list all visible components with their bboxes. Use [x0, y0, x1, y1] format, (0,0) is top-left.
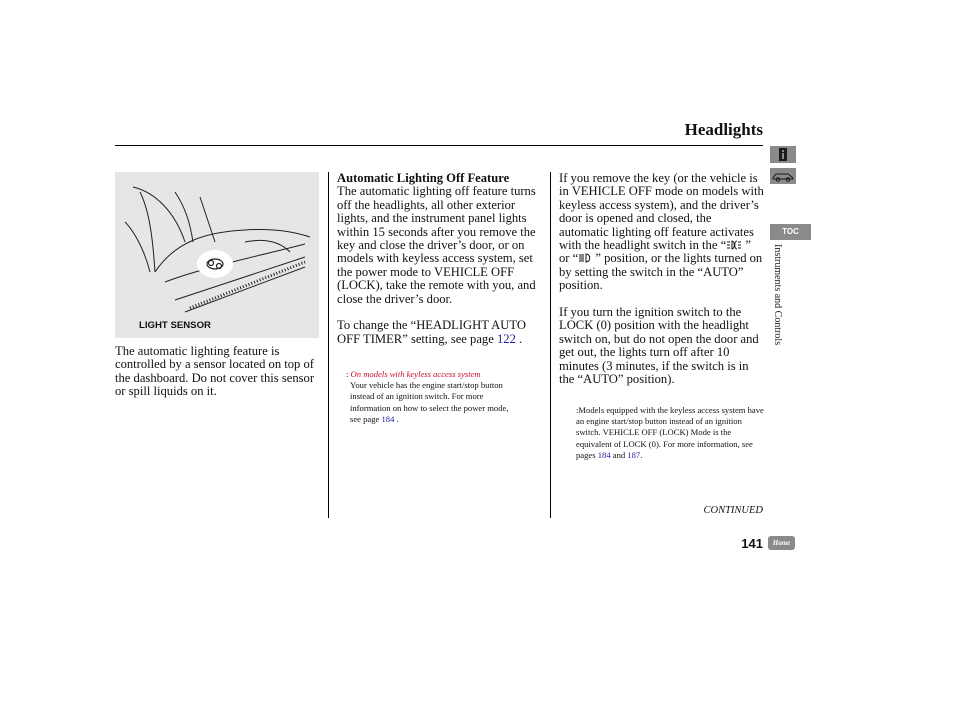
- page-link-184b[interactable]: 184: [597, 449, 611, 460]
- left-column: [115, 345, 319, 412]
- column-divider-left: [328, 172, 329, 518]
- car-icon: [770, 168, 796, 184]
- section-label: Instruments and Controls: [772, 244, 783, 346]
- header-rule: [115, 145, 763, 146]
- middle-note-text: Your vehicle has the engine start/stop button instead of an ignition switch. For more information on how to select the power mode, see page: [350, 380, 509, 424]
- page-link-122[interactable]: 122: [496, 331, 516, 346]
- section-heading: Automatic Lighting Off Feature: [337, 171, 510, 185]
- middle-note-marker: :: [346, 369, 351, 379]
- parking-light-icon: [726, 240, 742, 250]
- light-sensor-figure: [115, 172, 319, 338]
- ignition-paragraph: If you turn the ignition switch to the LOCK (0) position with the headlight switch on, but do not open the door and get out, the lights turn off after 10 minutes (3 minutes, if the switch is in the “AUTO” position).: [559, 305, 759, 387]
- page-number: 141: [741, 536, 763, 551]
- auto-off-paragraph: The automatic lighting off feature turns off the headlights, all other exterior lights, and the instrument panel lights within 15 seconds after you remove the key and close the driver’s door, or on models with keyless access system, set the power mode to VEHICLE OFF (LOCK), take the remote with you, and close the driver’s door.: [337, 184, 536, 306]
- continued-label: CONTINUED: [703, 505, 763, 516]
- right-note-suffix: .: [640, 449, 643, 460]
- info-nav-button[interactable]: [770, 146, 796, 163]
- light-sensor-illustration: [115, 172, 319, 338]
- page-link-184[interactable]: 184: [381, 413, 395, 424]
- timer-paragraph: [337, 319, 542, 346]
- sensor-paragraph: The automatic lighting feature is controlled by a sensor located on top of the dashboard. Do not cover this sensor or spill liquids on it.: [115, 344, 315, 399]
- car-nav-button[interactable]: [770, 168, 796, 184]
- right-note-and: and: [610, 449, 628, 460]
- page-title: Headlights: [684, 120, 763, 139]
- right-note: [576, 405, 766, 461]
- middle-note-body: [346, 380, 512, 425]
- key-removed-paragraph: [559, 172, 764, 293]
- column-divider-right: [550, 172, 551, 518]
- page-link-187[interactable]: 187: [627, 449, 641, 460]
- key-removed-text-a: If you remove the key (or the vehicle is in VEHICLE OFF mode on models with keyless access system), and the driver’s door is opened and closed, the automatic lighting off feature activates with the headlight switch in the “: [559, 171, 764, 253]
- headlight-icon: [578, 253, 592, 263]
- key-removed-text-b: ” or “: [559, 238, 751, 266]
- toc-button[interactable]: TOC: [770, 224, 811, 240]
- middle-column: [337, 172, 542, 360]
- middle-note: [346, 369, 512, 425]
- home-button[interactable]: Home: [768, 536, 795, 550]
- info-icon: [770, 146, 796, 163]
- middle-note-condition: On models with keyless access system: [350, 369, 481, 379]
- figure-caption: LIGHT SENSOR: [139, 320, 211, 331]
- timer-paragraph-suffix: .: [515, 331, 523, 346]
- key-removed-text-c: ” position, or the lights turned on by setting the switch in the “AUTO” position.: [559, 251, 763, 293]
- right-note-text: :Models equipped with the keyless access system have an engine start/stop button instead of an ignition switch. VEHICLE OFF (LOCK) Mode is the equivalent of LOCK (0). For more information, see pages: [576, 405, 764, 460]
- right-column: [559, 172, 764, 400]
- middle-note-heading: [346, 369, 512, 380]
- middle-note-suffix: .: [394, 413, 399, 424]
- timer-paragraph-text: To change the “HEADLIGHT AUTO OFF TIMER” setting, see page: [337, 318, 526, 346]
